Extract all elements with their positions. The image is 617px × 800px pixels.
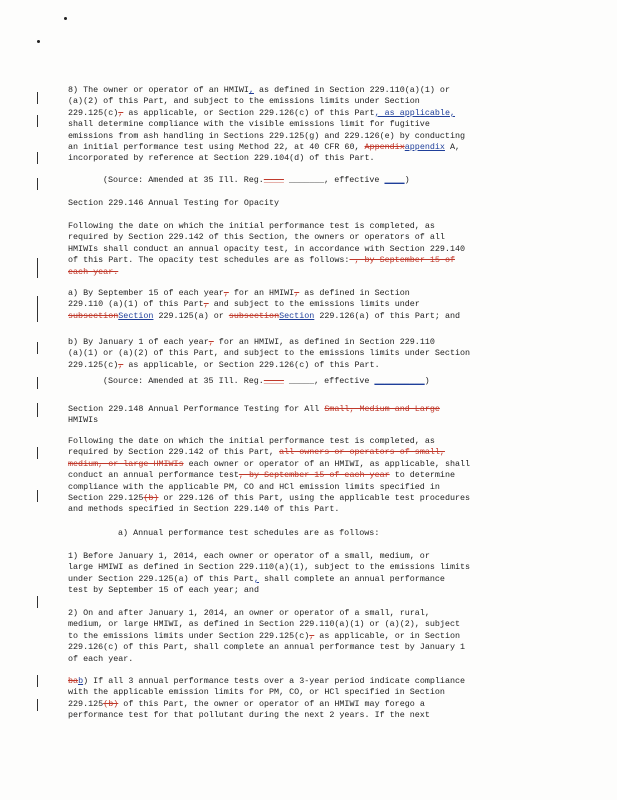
text-line: 229.125(c), as applicable, or Section 229.126(c) of this Part.: [68, 359, 380, 370]
revision-bar: [37, 296, 38, 322]
text-line: 8) The owner or operator of an HMIWI, as defined in Section 229.110(a)(1) or: [68, 85, 450, 95]
text-line: subsectionSection 229.125(a) or subsectionSection 229.126(a) of this Part; and: [68, 310, 461, 321]
revision-bar: [37, 342, 38, 354]
text-line: performance test for that pollutant during the next 2 years. If the next: [68, 710, 430, 721]
text-line: a) By September 15 of each year, for an HMIWI, as defined in Section: [68, 288, 410, 298]
text-line: shall determine compliance with the visible emissions limit for fugitive: [68, 119, 430, 130]
schedule-intro: [118, 528, 617, 539]
text-line: medium, or large HMIWIs each owner or operator of an HMIWI, as applicable, shall: [68, 458, 471, 469]
text-line: 229.126(c) of this Part, shall complete an annual performance test by January 1: [68, 642, 466, 653]
schedule-item-1: [68, 551, 578, 597]
text-line: required by Section 229.142 of this Part, all owners or operators of small,: [68, 447, 445, 458]
text-line: HMIWIs shall conduct an annual opacity test, in accordance with Section 229.140: [68, 243, 466, 254]
text-line: 229.125(c), as applicable, or Section 229.126(c) of this Part, as applicable,: [68, 107, 456, 118]
revision-bar: [37, 258, 38, 278]
revision-bar: [37, 596, 38, 608]
subsection-a: [68, 288, 578, 322]
revision-bar: [37, 178, 38, 190]
text-line: conduct an annual performance test, by September 15 of each year to determine: [68, 470, 456, 481]
text-line: Section 229.125(b) or 229.126 of this Part, using the applicable test procedures: [68, 492, 471, 503]
revision-bar: [37, 490, 38, 502]
text-line: under Section 229.125(a) of this Part, shall complete an annual performance: [68, 573, 445, 584]
text-line: incorporated by reference at Section 229.104(d) of this Part.: [68, 153, 375, 164]
text-line: (Source: Amended at 35 Ill. Reg.____ _______, effective ____): [103, 175, 410, 185]
text-line: and methods specified in Section 229.140 of this Part.: [68, 504, 340, 515]
paragraph-8: [68, 85, 578, 165]
subsection-b-forego: [68, 676, 578, 722]
text-line: an initial performance test using Method 22, at 40 CFR 60, Appendixappendix A,: [68, 141, 461, 152]
section-229-148-heading: [68, 404, 578, 427]
text-line: (a)(2) of this Part, and subject to the emissions limits under Section: [68, 96, 420, 107]
text-line: bab) If all 3 annual performance tests over a 3-year period indicate compliance: [68, 676, 466, 686]
text-line: each year.: [68, 266, 119, 277]
text-line: of each year.: [68, 653, 134, 664]
text-line: emissions from ash handling in Sections 229.125(g) and 229.126(e) by conducting: [68, 130, 466, 141]
text-line: test by September 15 of each year; and: [68, 585, 259, 596]
text-line: of this Part. The opacity test schedules are as follows: , by September 15 of: [68, 255, 455, 266]
revision-bar: [37, 115, 38, 127]
revision-bar: [37, 447, 38, 459]
text-line: compliance with the applicable PM, CO and HCl emission limits specified in: [68, 481, 440, 492]
margin-dot: [64, 17, 67, 20]
text-line: (a)(1) or (a)(2) of this Part, and subject to the emissions limits under Section: [68, 348, 471, 359]
margin-dot: [37, 40, 40, 43]
text-line: 1) Before January 1, 2014, each owner or operator of a small, medium, or: [68, 551, 430, 561]
section-heading: Section 229.148 Annual Performance Testing for All Small, Medium and Large: [68, 404, 440, 414]
revision-bar: [37, 377, 38, 389]
revision-bar: [37, 675, 38, 687]
text-line: medium, or large HMIWI, as defined in Section 229.110(a)(1) or (a)(2), subject: [68, 619, 461, 630]
text-line: b) By January 1 of each year, for an HMIWI, as defined in Section 229.110: [68, 337, 435, 347]
section-229-146-heading: [68, 198, 578, 209]
section-229-146-body: [68, 221, 578, 278]
source-note-2: [103, 376, 613, 387]
revision-bar: [37, 699, 38, 711]
text-line: required by Section 229.142 of this Section, the owners or operators of all: [68, 232, 445, 243]
text-line: 229.110 (a)(1) of this Part, and subject to the emissions limits under: [68, 299, 420, 310]
text-line: 229.125(b) of this Part, the owner or operator of an HMIWI may forego a: [68, 698, 425, 709]
source-note-1: [103, 175, 613, 186]
text-line: 2) On and after January 1, 2014, an owner or operator of a small, rural,: [68, 608, 430, 618]
text-line: to the emissions limits under Section 229.125(c), as applicable, or in Section: [68, 630, 461, 641]
text-line: Following the date on which the initial performance test is completed, as: [68, 436, 435, 446]
subsection-b: [68, 337, 578, 371]
revision-bar: [37, 403, 38, 417]
revision-bar: [37, 152, 38, 164]
text-line: (Source: Amended at 35 Ill. Reg.____ _____, effective __________): [103, 376, 430, 386]
schedule-item-2: [68, 608, 578, 665]
section-229-148-body: [68, 436, 578, 516]
text-line: a) Annual performance test schedules are as follows:: [118, 528, 380, 538]
text-line: large HMIWI as defined in Section 229.110(a)(1), subject to the emissions limits: [68, 562, 471, 573]
revision-bar: [37, 92, 38, 104]
text-line: with the applicable emission limits for PM, CO, or HCl specified in Section: [68, 687, 445, 698]
section-heading: Section 229.146 Annual Testing for Opacity: [68, 198, 280, 208]
section-heading: HMIWIs: [68, 415, 99, 426]
text-line: Following the date on which the initial performance test is completed, as: [68, 221, 435, 231]
